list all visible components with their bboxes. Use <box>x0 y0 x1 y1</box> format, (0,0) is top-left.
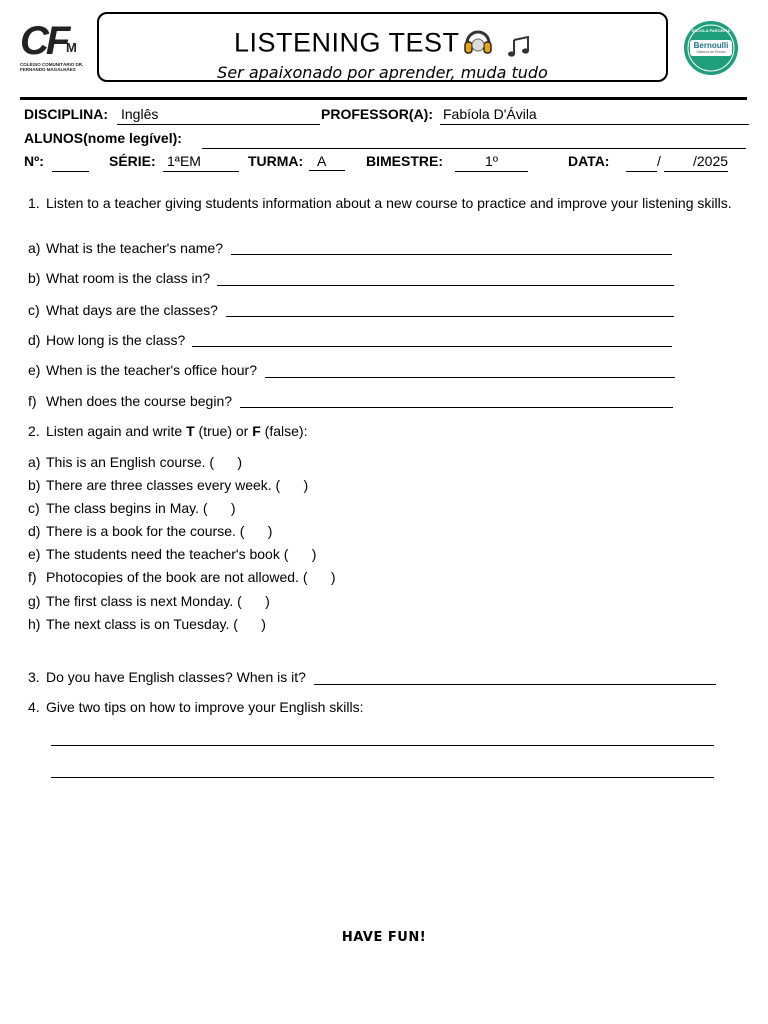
q2-number: 2. <box>28 423 40 439</box>
q3-text: Do you have English classes? When is it? <box>46 669 306 685</box>
turma-field[interactable]: A <box>309 153 345 171</box>
q1b-text: What room is the class in? <box>46 270 211 286</box>
bimestre-field[interactable]: 1º <box>455 153 528 172</box>
q2c-text[interactable]: The class begins in May. ( ) <box>46 500 236 516</box>
q1f-text: When does the course begin? <box>46 393 233 409</box>
q3-answer-line[interactable] <box>314 683 716 685</box>
badge-top-text: ESCOLA PARCEIRA <box>691 28 731 33</box>
serie-label: SÉRIE: <box>109 153 156 169</box>
q1c-letter: c) <box>28 302 40 318</box>
data-year: /2025 <box>693 153 728 172</box>
q2b-text[interactable]: There are three classes every week. ( ) <box>46 477 309 493</box>
q1-number: 1. <box>28 195 40 211</box>
header-divider <box>20 97 747 100</box>
disciplina-field[interactable]: Inglês <box>117 106 320 125</box>
q1a-letter: a) <box>28 240 41 256</box>
alunos-field[interactable] <box>202 130 746 149</box>
q2b-letter: b) <box>28 477 41 493</box>
q1e-text: When is the teacher's office hour? <box>46 362 257 378</box>
q1e-letter: e) <box>28 362 41 378</box>
q1a-text: What is the teacher's name? <box>46 240 223 256</box>
numero-field[interactable] <box>52 153 89 172</box>
true-letter: T <box>186 423 195 439</box>
q2e-text[interactable]: The students need the teacher's book ( ) <box>46 546 317 562</box>
q4-number: 4. <box>28 699 40 715</box>
q2-text: Listen again and write T (true) or F (false): <box>46 423 308 439</box>
q2h-letter: h) <box>28 616 41 632</box>
q3-number: 3. <box>28 669 40 685</box>
school-logo <box>20 19 90 72</box>
q4-answer-line-2[interactable] <box>51 776 714 778</box>
q1b-letter: b) <box>28 270 41 286</box>
q4-answer-line-1[interactable] <box>51 744 714 746</box>
q2g-letter: g) <box>28 593 41 609</box>
title-box <box>97 12 668 82</box>
logo-letters: CF <box>20 19 68 63</box>
serie-field[interactable]: 1ªEM <box>163 153 239 172</box>
headphones-icon <box>463 25 493 64</box>
q1c-text: What days are the classes? <box>46 302 218 318</box>
q1-text: Listen to a teacher giving students information about a new course to practice and improve your listening skills. <box>46 195 732 211</box>
logo-caption: COLÉGIO COMUNITÁRIO DR. FERNANDO MAGALHÃES <box>20 62 84 72</box>
data-separator: / <box>657 153 661 169</box>
have-fun-footer: HAVE FUN! <box>341 930 427 945</box>
data-day-field[interactable] <box>626 153 657 172</box>
logo-letter-m: M <box>66 40 77 55</box>
turma-label: TURMA: <box>248 153 304 169</box>
q4-text: Give two tips on how to improve your English skills: <box>46 699 364 715</box>
q1c-answer-line[interactable] <box>226 315 674 317</box>
q1e-answer-line[interactable] <box>265 376 675 378</box>
q1d-letter: d) <box>28 332 41 348</box>
professor-label: PROFESSOR(A): <box>321 106 433 122</box>
bimestre-label: BIMESTRE: <box>366 153 443 169</box>
professor-field[interactable]: Fabíola D'Ávila <box>440 106 749 125</box>
music-note-icon <box>507 34 531 65</box>
alunos-label: ALUNOS(nome legível): <box>24 130 182 146</box>
q1f-answer-line[interactable] <box>240 406 673 408</box>
q1d-text: How long is the class? <box>46 332 186 348</box>
q2f-letter: f) <box>28 569 37 585</box>
q1a-answer-line[interactable] <box>231 253 672 255</box>
data-label: DATA: <box>568 153 610 169</box>
page-subtitle: Ser apaixonado por aprender, muda tudo <box>217 63 548 82</box>
q2a-letter: a) <box>28 454 41 470</box>
q2h-text[interactable]: The next class is on Tuesday. ( ) <box>46 616 266 632</box>
badge-sub-text: Sistema de Ensino <box>696 50 726 54</box>
false-letter: F <box>252 423 261 439</box>
q2d-text[interactable]: There is a book for the course. ( ) <box>46 523 273 539</box>
data-month-field[interactable] <box>664 153 693 172</box>
q2a-text[interactable]: This is an English course. ( ) <box>46 454 243 470</box>
q1f-letter: f) <box>28 393 37 409</box>
q1d-answer-line[interactable] <box>192 345 672 347</box>
q1b-answer-line[interactable] <box>217 284 674 286</box>
bernoulli-badge <box>680 20 742 76</box>
q2e-letter: e) <box>28 546 41 562</box>
q2c-letter: c) <box>28 500 40 516</box>
page-title: LISTENING TEST <box>99 24 666 65</box>
q2d-letter: d) <box>28 523 41 539</box>
q2f-text[interactable]: Photocopies of the book are not allowed. ( ) <box>46 569 336 585</box>
numero-label: Nº: <box>24 153 44 169</box>
badge-name: Bernoulli <box>693 41 729 50</box>
disciplina-label: DISCIPLINA: <box>24 106 108 122</box>
q2g-text[interactable]: The first class is next Monday. ( ) <box>46 593 270 609</box>
